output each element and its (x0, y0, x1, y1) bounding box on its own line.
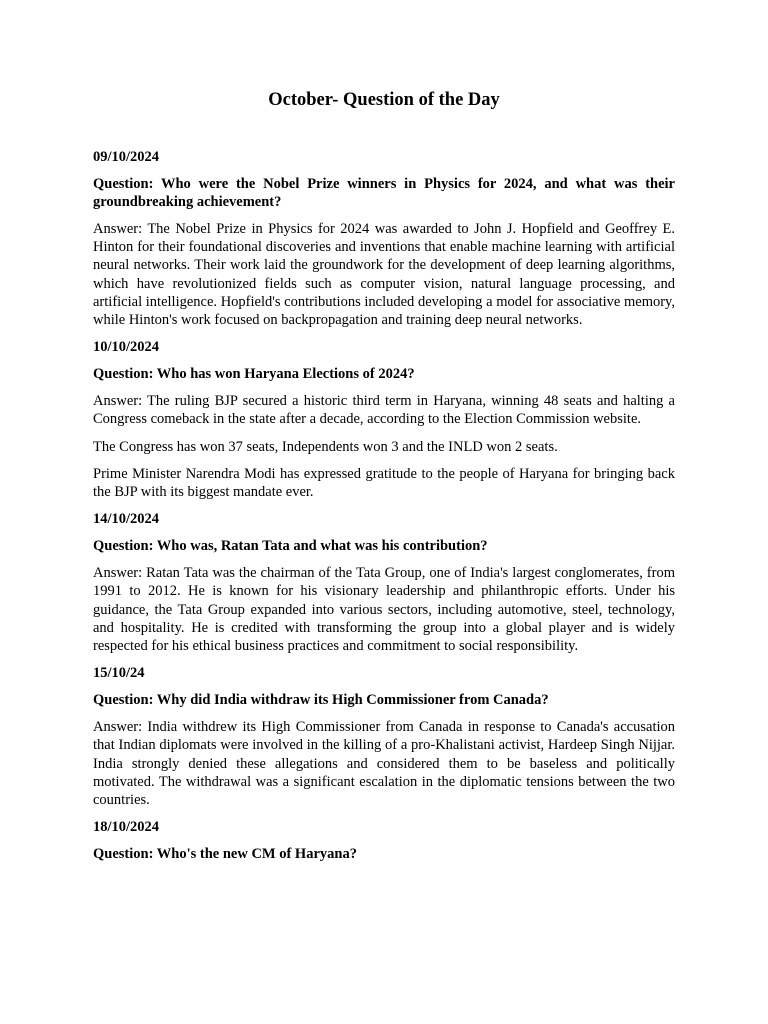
entry-question: Question: Who were the Nobel Prize winners in Physics for 2024, and what was their groundbreaking achievement? (93, 176, 675, 210)
entry-2024-10-10 (93, 338, 675, 501)
entry-2024-10-18 (93, 818, 675, 863)
entry-question: Question: Who has won Haryana Elections of 2024? (93, 366, 415, 383)
entry-question: Question: Who's the new CM of Haryana? (93, 846, 357, 863)
entry-answer: Answer: The Nobel Prize in Physics for 2024 was awarded to John J. Hopfield and Geoffrey E. Hinton for their foundational discoveries and inventions that enable machine learning with artificial neural networks. Their work laid the groundwork for the development of deep learning algorithms, which have revolutionized fields such as computer vision, natural language processing, and artificial intelligence. Hopfield's contributions included developing a model for associative memory, while Hinton's work focused on backpropagation and training deep neural networks. (93, 221, 675, 329)
entry-question: Question: Who was, Ratan Tata and what was his contribution? (93, 538, 488, 555)
page-title: October- Question of the Day (268, 90, 500, 110)
entry-answer: Answer: Ratan Tata was the chairman of the Tata Group, one of India's largest conglomerates, from 1991 to 2012. He is known for his visionary leadership and philanthropic efforts. Under his guidance, the Tata Group expanded into various sectors, including automotive, steel, technology, and hospitality. He is credited with transforming the group into a global player and is widely respected for his ethical business practices and commitment to social responsibility. (93, 565, 675, 655)
entry-answer: Answer: The ruling BJP secured a historic third term in Haryana, winning 48 seats and halting a Congress comeback in the state after a decade, according to the Election Commission website. (93, 393, 675, 428)
entry-answer-paragraph: Prime Minister Narendra Modi has expressed gratitude to the people of Haryana for bringing back the BJP with its biggest mandate ever. (93, 465, 675, 501)
entry-date: 09/10/2024 (93, 149, 160, 165)
document-page (93, 88, 675, 872)
entry-2024-10-14 (93, 510, 675, 655)
entry-date: 10/10/2024 (93, 339, 160, 356)
entry-2024-10-09 (93, 148, 675, 329)
entry-2024-10-15 (93, 664, 675, 809)
entry-date: 18/10/2024 (93, 819, 160, 836)
entry-date: 14/10/2024 (93, 511, 160, 528)
entry-answer-paragraph: The Congress has won 37 seats, Independents won 3 and the INLD won 2 seats. (93, 438, 558, 455)
entry-date: 15/10/24 (93, 665, 145, 682)
entry-question: Question: Why did India withdraw its High Commissioner from Canada? (93, 692, 549, 709)
entry-answer: Answer: India withdrew its High Commissioner from Canada in response to Canada's accusation that Indian diplomats were involved in the killing of a pro-Khalistani activist, Hardeep Singh Nijjar. India strongly denied these allegations and considered them to be baseless and politically motivated. The withdrawal was a significant escalation in the diplomatic tensions between the two countries. (93, 719, 675, 809)
